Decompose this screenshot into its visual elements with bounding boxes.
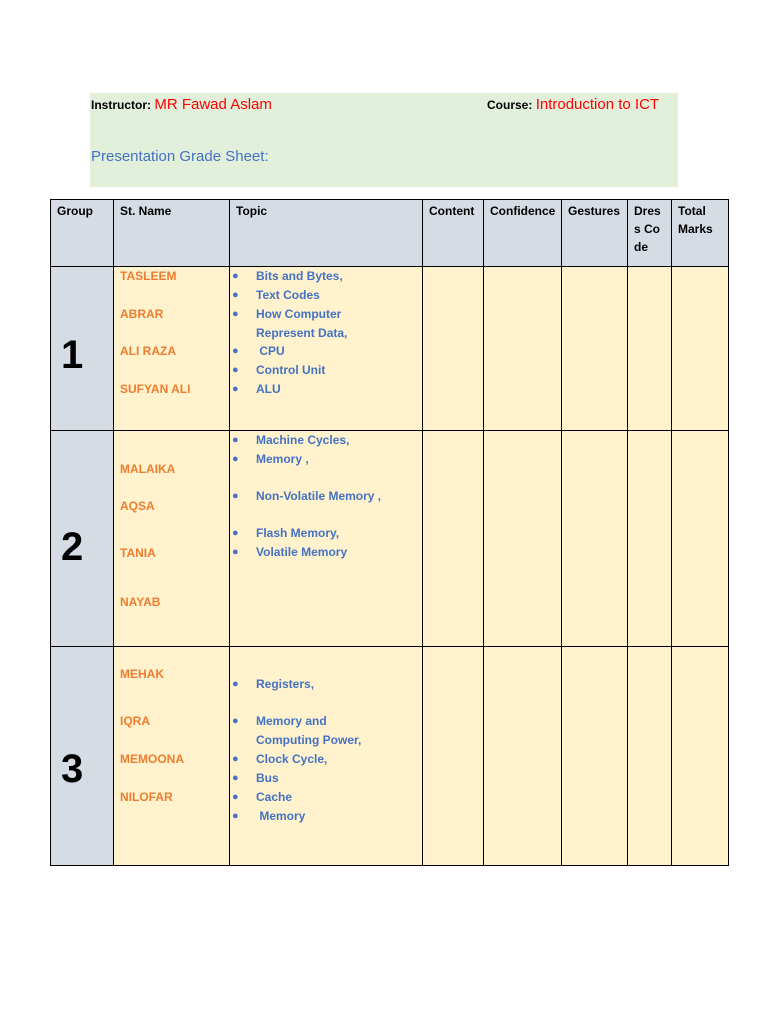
student-name: TASLEEM	[120, 269, 177, 283]
bullet-icon: ●	[232, 383, 239, 395]
content-score-cell[interactable]	[423, 431, 484, 647]
col-header-confidence: Confidence	[484, 200, 562, 267]
bullet-icon: ●	[232, 270, 239, 282]
topic-item: ● Clock Cycle,	[256, 750, 327, 769]
gestures-score-cell[interactable]	[562, 267, 628, 431]
students-cell	[114, 431, 230, 647]
topic-item: ● Memory and	[256, 712, 327, 731]
total-marks-cell[interactable]	[672, 647, 729, 866]
student-name: TANIA	[120, 546, 156, 560]
topic-item: ● Machine Cycles,	[256, 431, 349, 450]
student-name: NILOFAR	[120, 790, 173, 804]
students-cell	[114, 647, 230, 866]
topic-item: ● Non-Volatile Memory ,	[256, 487, 381, 506]
col-header-st-name: St. Name	[114, 200, 230, 267]
topic-item: ● Flash Memory,	[256, 524, 339, 543]
group-cell	[51, 431, 114, 647]
bullet-icon: ●	[232, 364, 239, 376]
student-name: AQSA	[120, 499, 155, 513]
topic-item: ● Text Codes	[256, 286, 320, 305]
student-name: ALI RAZA	[120, 344, 176, 358]
confidence-score-cell[interactable]	[484, 431, 562, 647]
confidence-score-cell[interactable]	[484, 647, 562, 866]
topic-item: ● Registers,	[256, 675, 314, 694]
table-row	[51, 267, 729, 431]
dress-code-score-cell[interactable]	[628, 431, 672, 647]
col-header-topic: Topic	[230, 200, 423, 267]
student-name: SUFYAN ALI	[120, 382, 191, 396]
grade-table	[50, 199, 729, 866]
col-header-dress-code: Dres s Code	[628, 200, 672, 267]
topics-cell	[230, 431, 423, 647]
bullet-icon: ●	[232, 810, 239, 822]
topic-item: ● Memory ,	[256, 450, 309, 469]
gestures-score-cell[interactable]	[562, 431, 628, 647]
student-name: MALAIKA	[120, 462, 176, 476]
group-cell	[51, 267, 114, 431]
instructor-line	[91, 96, 272, 113]
bullet-icon: ●	[232, 308, 239, 320]
total-marks-cell[interactable]	[672, 431, 729, 647]
bullet-icon: ●	[232, 453, 239, 465]
topic-item: ● Cache	[256, 788, 292, 807]
bullet-icon: ●	[232, 345, 239, 357]
course-name: Introduction to ICT	[535, 96, 660, 113]
topic-item: ● Volatile Memory	[256, 543, 347, 562]
topic-item: ● ALU	[256, 380, 281, 399]
topic-item: ● Bits and Bytes,	[256, 267, 343, 286]
total-marks-cell[interactable]	[672, 267, 729, 431]
bullet-icon: ●	[232, 715, 239, 727]
student-name: ABRAR	[120, 307, 164, 321]
bullet-icon: ●	[232, 546, 239, 558]
group-cell	[51, 647, 114, 866]
bullet-icon: ●	[232, 678, 239, 690]
group-number: 1	[61, 333, 84, 377]
topic-item: ● Memory	[256, 807, 305, 826]
topic-item: ● Control Unit	[256, 361, 325, 380]
group-number: 3	[61, 747, 84, 791]
content-score-cell[interactable]	[423, 647, 484, 866]
col-header-total-marks: Total Marks	[672, 200, 729, 267]
students-cell	[114, 267, 230, 431]
instructor-label: Instructor:	[91, 98, 151, 112]
student-name: MEMOONA	[120, 752, 184, 766]
content-score-cell[interactable]	[423, 267, 484, 431]
topic-item-continued: Represent Data,	[256, 326, 348, 340]
col-header-group: Group	[51, 200, 114, 267]
confidence-score-cell[interactable]	[484, 267, 562, 431]
student-name: IQRA	[120, 714, 150, 728]
dress-code-score-cell[interactable]	[628, 267, 672, 431]
dress-code-score-cell[interactable]	[628, 647, 672, 866]
group-number: 2	[61, 525, 84, 569]
bullet-icon: ●	[232, 434, 239, 446]
sheet-title: Presentation Grade Sheet:	[91, 148, 269, 165]
header-row	[51, 200, 729, 267]
col-header-content: Content	[423, 200, 484, 267]
course-label: Course:	[487, 98, 533, 112]
student-name: MEHAK	[120, 667, 164, 681]
bullet-icon: ●	[232, 753, 239, 765]
topic-item: ● Bus	[256, 769, 279, 788]
bullet-icon: ●	[232, 490, 239, 502]
topics-cell	[230, 647, 423, 866]
col-header-gestures: Gestures	[562, 200, 628, 267]
instructor-name: MR Fawad Aslam	[154, 96, 272, 113]
bullet-icon: ●	[232, 772, 239, 784]
topics-cell	[230, 267, 423, 431]
topic-item: ● CPU	[256, 342, 285, 361]
gestures-score-cell[interactable]	[562, 647, 628, 866]
topic-item: ● How Computer	[256, 305, 341, 324]
bullet-icon: ●	[232, 791, 239, 803]
bullet-icon: ●	[232, 527, 239, 539]
topic-item-continued: Computing Power,	[256, 733, 362, 747]
student-name: NAYAB	[120, 595, 161, 609]
bullet-icon: ●	[232, 289, 239, 301]
table-row	[51, 647, 729, 866]
table-row	[51, 431, 729, 647]
course-line	[487, 96, 659, 113]
